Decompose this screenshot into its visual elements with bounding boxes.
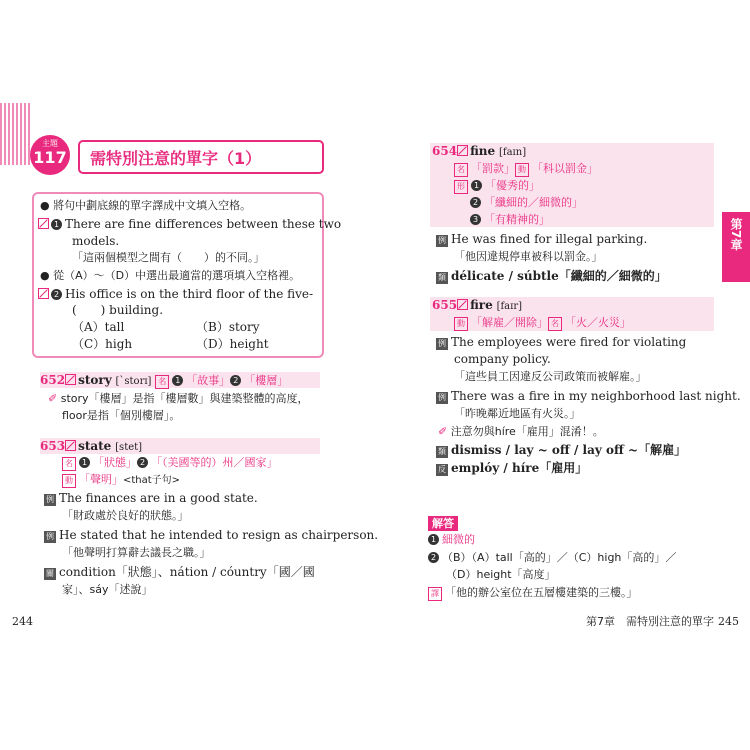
entry-653-example-1-zh: 「財政處於良好的狀態。」 [62,509,189,522]
entry-655-antonym: 反 emplóy / híre「雇用」 [438,461,588,475]
quiz-q1: 1 There are fine differences between these two [38,216,341,232]
quiz-q1-line2: models. [72,234,120,248]
answer-2: 2 （B）（A）tall「高的」／（C）high「高的」／ [428,550,676,566]
entry-653-related-2: 家」、sáy「述說」 [62,583,153,596]
entry-654-adj-2: 2 「纖細的／細微的」 [470,195,583,211]
topic-number: 117 [33,148,67,167]
entry-654-adj-1: 形 1 「優秀的」 [454,178,540,194]
entry-653-example-2-zh: 「他聲明打算辭去議長之職。」 [62,546,211,559]
entry-655-example-1: 例 The employees were fired for violating [438,335,687,349]
entry-653-example-2: 例 He stated that he intended to resign as chairperson. [46,528,379,542]
entry-655-synonym: 類 dismiss / lay ~ off / lay off ~「解雇」 [438,443,687,457]
entry-654-head: 654 fine [faɪn] [432,144,527,158]
answer-2-translation: 譯 「他的辦公室位在五層樓建築的三樓。」 [428,585,638,601]
chapter-tab-label: 第7章 [729,218,743,251]
topic-tag: 主題 [42,139,58,148]
quiz-option-b: （B）story [196,320,260,334]
entry-652-note-1: ✐ story「樓層」是指「樓層數」與建築整體的高度， [48,392,309,405]
quiz-q2-line2: ( ) building. [72,303,164,317]
entry-653-head: 653 state [stet] [40,439,143,453]
entry-654-noun: 名 「罰款」 動 「科以罰金」 [454,161,598,177]
entry-652-note-2: floor是指「個別樓層」。 [62,409,181,422]
chapter-tab [722,212,750,282]
quiz-q1-zh: 「這兩個模型之間有（ ）的不同。」 [72,251,265,264]
entry-653-verb: 動 「聲明」<that子句> [62,472,180,489]
entry-653-example-1: 例 The finances are in a good state. [46,491,258,505]
entry-653-noun: 名 1 「狀態」 2 「（美國等的）州／國家」 [62,455,278,471]
quiz-instruction-1: ● 將句中劃底線的單字譯成中文填入空格。 [40,199,252,212]
page-title: 需特別注意的單字（1） [90,149,262,168]
entry-655-example-1-line2: company policy. [454,352,551,366]
entry-654-adj-3: 3 「有精神的」 [470,212,550,228]
entry-655-example-1-zh: 「這些員工因違反公司政策而被解雇。」 [454,370,647,383]
quiz-option-c: （C）high [72,337,133,351]
entry-654-example-zh: 「他因違規停車被科以罰金。」 [454,250,603,263]
answer-label: 解答 [428,516,458,531]
entry-653-related-1: 關 condition「狀態」、nátion / cóuntry「國／國 [46,565,315,579]
quiz-option-d: （D）height [196,337,269,351]
entry-655-note: ✐ 注意勿與híre「雇用」混淆！。 [438,425,604,438]
entry-655-head: 655 fire [faɪr] [432,298,523,312]
quiz-q2: 2 His office is on the third floor of the five- [38,286,313,302]
topic-badge [30,135,70,175]
entry-655-example-2: 例 There was a fire in my neighborhood last night. [438,389,741,403]
entry-652-head: 652 story [ˋstorɪ] 名 1 「故事」 2 「樓層」 [40,373,289,387]
entry-654-example: 例 He was fined for illegal parking. [438,232,648,246]
page-number-right: 245 [718,615,739,628]
answer-2-line2: （D）height「高度」 [446,568,556,581]
entry-655-meanings: 動 「解雇／開除」 名 「火／火災」 [454,315,631,331]
footer-chapter: 第7章 需特別注意的單字 [586,615,714,628]
entry-655-example-2-zh: 「昨晚鄰近地區有火災。」 [454,407,581,420]
entry-654-synonym: 類 délicate / súbtle「纖細的／細微的」 [438,269,667,283]
quiz-instruction-2: ● 從（A）～（D）中選出最適當的選項填入空格裡。 [40,269,301,282]
page-number-left: 244 [12,615,33,628]
quiz-option-a: （A）tall [72,320,125,334]
answer-1: 1 細微的 [428,532,475,548]
left-decoration-stripes [0,103,30,165]
